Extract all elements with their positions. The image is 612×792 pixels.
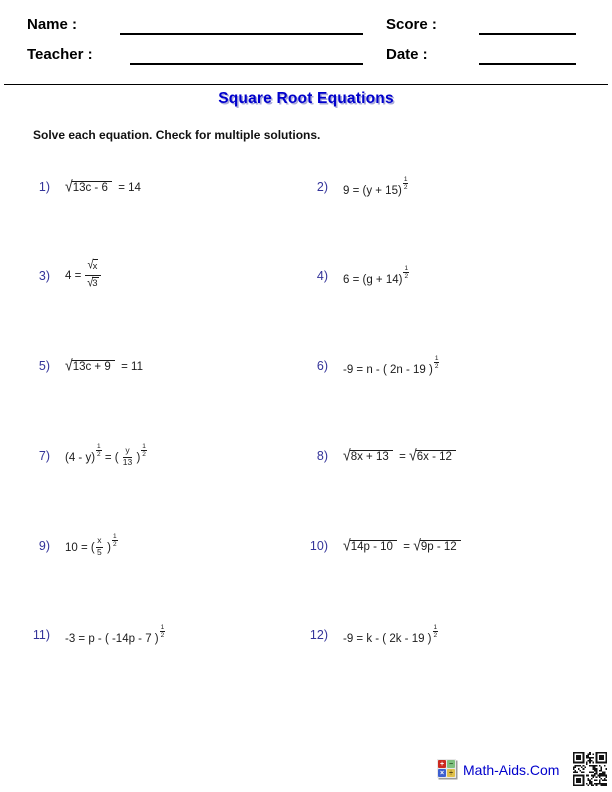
exponent-numerator: 1: [142, 443, 146, 451]
equation: [343, 447, 456, 465]
exponent-one-half: [403, 176, 409, 191]
square-root: [413, 537, 461, 555]
square-root: [409, 447, 456, 465]
problem-12: [300, 613, 438, 657]
equation-text: =: [396, 541, 414, 554]
exponent-one-half: [403, 265, 409, 280]
exponent-numerator: 1: [403, 175, 408, 183]
exponent-numerator: 1: [113, 533, 117, 541]
equation: [65, 260, 101, 292]
problem-10: [300, 524, 461, 568]
equation: [65, 533, 118, 559]
equation-text: 4 =: [65, 270, 85, 283]
page-title: Square Root Equations: [218, 90, 394, 107]
fraction-numerator: y: [123, 446, 132, 457]
equation-text: -3 = p - ( -14p - 7 ): [65, 632, 159, 645]
qr-code: [573, 752, 607, 786]
square-root: [88, 259, 99, 273]
square-root: [65, 357, 115, 375]
radical-icon: √: [343, 535, 351, 554]
problem-number: 5): [38, 359, 50, 373]
problem-number: 12): [309, 628, 328, 642]
square-root: [343, 537, 397, 555]
problem-3: [22, 254, 101, 298]
exponent-one-half: [141, 443, 147, 458]
problem-number: 4): [316, 269, 328, 283]
equation: [65, 178, 141, 196]
exponent-denominator: 2: [142, 451, 146, 459]
radicand: 3: [92, 278, 98, 289]
calc-tile-times: ×: [439, 769, 445, 777]
problem-number: 9): [38, 539, 50, 553]
exponent-numerator: 1: [434, 354, 439, 362]
square-root: [343, 447, 393, 465]
problem-number: 8): [316, 449, 328, 463]
equation: [343, 265, 409, 288]
problem-1: [22, 165, 141, 209]
exponent-numerator: 1: [404, 264, 409, 272]
calc-tile-plus: +: [439, 760, 445, 768]
teacher-field-line: [130, 63, 363, 65]
radicand: 6x - 12: [416, 450, 456, 465]
exponent-one-half: [160, 624, 166, 639]
equation: [343, 624, 438, 647]
problem-number: 6): [316, 359, 328, 373]
radicand: 14p - 10: [350, 540, 397, 555]
problem-number: 11): [32, 628, 50, 642]
equation-text: 9 = (y + 15): [343, 184, 402, 197]
score-label: Score :: [386, 16, 437, 33]
equation-text: =: [392, 451, 410, 464]
radical-icon: √: [409, 445, 417, 464]
fraction-denominator: 13: [122, 457, 133, 468]
equation: [65, 624, 165, 647]
equation: [343, 537, 461, 555]
radical-icon: √: [65, 355, 73, 374]
exponent-one-half: [434, 355, 440, 370]
radical-icon: √: [413, 535, 421, 554]
radicand: 8x + 13: [350, 450, 393, 465]
exponent-one-half: [112, 533, 118, 548]
calculator-icon: [437, 759, 456, 778]
problem-number: 7): [38, 449, 50, 463]
calc-tile-minus: −: [448, 760, 454, 768]
name-field-line: [120, 33, 363, 35]
equation: [65, 357, 143, 375]
problem-2: [300, 165, 408, 209]
radical-icon: √: [343, 445, 351, 464]
problem-number: 10): [309, 539, 328, 553]
equation-text: -9 = n - ( 2n - 19 ): [343, 363, 433, 376]
problem-number: 3): [38, 269, 50, 283]
square-root: [65, 178, 112, 196]
problem-7: [22, 434, 147, 478]
problem-number: 2): [316, 180, 328, 194]
exponent-denominator: 2: [403, 183, 408, 191]
score-field-line: [479, 33, 576, 35]
radicand: 9p - 12: [420, 540, 461, 555]
radicand: 13c - 6: [72, 181, 112, 196]
name-label: Name :: [27, 16, 78, 33]
fraction-denominator: [85, 276, 102, 291]
exponent-denominator: 2: [160, 631, 165, 639]
date-label: Date :: [386, 46, 428, 63]
exponent-numerator: 1: [433, 623, 438, 631]
equation-text: (4 - y): [65, 452, 96, 465]
exponent-numerator: 1: [160, 623, 165, 631]
equation-text: ): [103, 542, 112, 555]
equation-text: ): [133, 452, 141, 465]
equation: [65, 443, 147, 469]
fraction: [123, 446, 132, 468]
exponent-denominator: 2: [97, 451, 101, 459]
fraction-denominator: 5: [96, 547, 102, 558]
exponent-denominator: 2: [404, 272, 409, 280]
problem-number: 1): [38, 180, 50, 194]
equation: [343, 176, 408, 199]
equation: [343, 355, 439, 378]
fraction-numerator: x: [96, 536, 103, 547]
fraction: [85, 259, 102, 291]
instruction-text: Solve each equation. Check for multiple solutions.: [33, 128, 321, 142]
exponent-numerator: 1: [97, 443, 101, 451]
header-divider: [4, 84, 608, 85]
exponent-one-half: [433, 624, 439, 639]
equation-text: = 11: [114, 361, 143, 374]
radical-icon: √: [65, 176, 73, 195]
radical-icon: √: [87, 258, 94, 273]
square-root: [87, 277, 98, 291]
problem-11: [22, 613, 165, 657]
problem-9: [22, 524, 118, 568]
equation-text: -9 = k - ( 2k - 19 ): [343, 632, 432, 645]
radicand: x: [92, 260, 98, 272]
problem-5: [22, 344, 143, 388]
exponent-denominator: 2: [433, 631, 438, 639]
fraction: [96, 536, 103, 558]
equation-text: = (: [101, 452, 122, 465]
equation-text: = 14: [111, 182, 141, 195]
problem-4: [300, 254, 409, 298]
equation-text: 10 = (: [65, 542, 95, 555]
radical-icon: √: [87, 275, 94, 290]
exponent-denominator: 2: [113, 541, 117, 549]
problem-8: [300, 434, 456, 478]
date-field-line: [479, 63, 576, 65]
radicand: 13c + 9: [72, 360, 115, 375]
problem-6: [300, 344, 439, 388]
math-aids-link[interactable]: Math-Aids.Com: [463, 762, 560, 778]
equation-text: 6 = (g + 14): [343, 273, 403, 286]
exponent-denominator: 2: [434, 362, 439, 370]
calc-tile-divide: ÷: [447, 769, 455, 777]
teacher-label: Teacher :: [27, 46, 93, 63]
fraction-numerator: [85, 259, 102, 275]
